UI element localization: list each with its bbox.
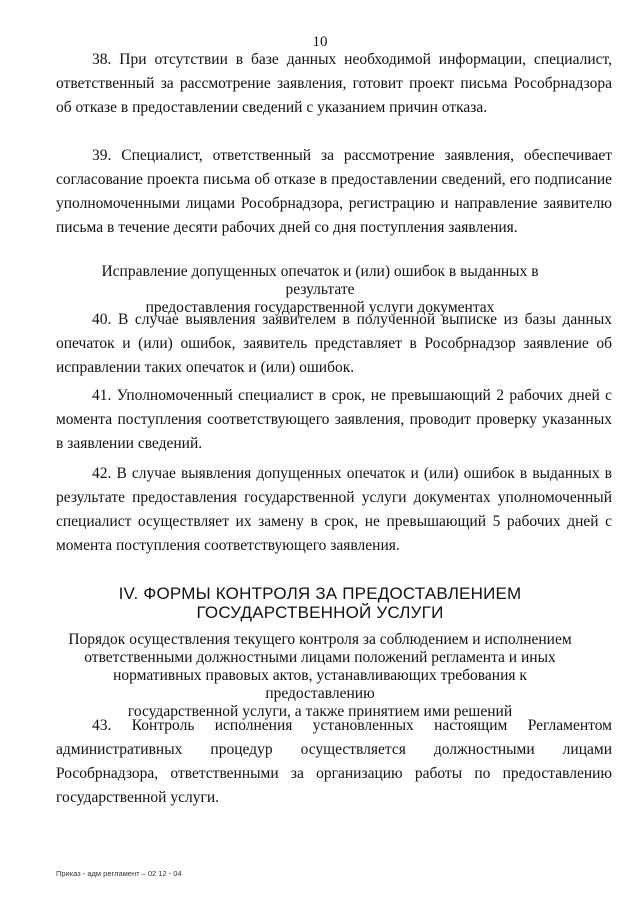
subheading-control-line-4: государственной услуги, а также принятием ими решений xyxy=(127,703,513,720)
subheading-corrections-line-1: Исправление допущенных опечаток и (или) ошибок в выданных в результате xyxy=(101,263,539,298)
section-heading xyxy=(110,584,530,622)
subheading-corrections-line-2: предоставления государственной услуги документах xyxy=(145,299,495,316)
subheading-control-line-3: нормативных правовых актов, устанавливающих требования к предоставлению xyxy=(113,667,527,702)
paragraph-38: 38. При отсутствии в базе данных необходимой информации, специалист, ответственный за рассмотрение заявления, готовит проект письма Рособрнадзора об отказе в предоставлении сведений с указанием причин отказа. xyxy=(56,51,612,116)
subheading-control-line-1: Порядок осуществления текущего контроля за соблюдением и исполнением xyxy=(68,631,572,648)
paragraph-42: 42. В случае выявления допущенных опечаток и (или) ошибок в выданных в результате предоставления государственной услуги документах уполномоченный специалист осуществляет их замену в срок, не превышающий 5 рабочих дней с момента поступления соответствующего заявления. xyxy=(56,465,612,554)
subheading-control-line-2: ответственными должностными лицами положений регламента и иных xyxy=(84,649,556,666)
subheading-control xyxy=(60,631,580,721)
paragraph-43: 43. Контроль исполнения установленных настоящим Регламентом административных процедур осуществляется должностными лицами Рособрнадзора, ответственными за организацию работы по предоставлению государственной услуги. xyxy=(56,717,612,806)
section-heading-line-2: ГОСУДАРСТВЕННОЙ УСЛУГИ xyxy=(196,603,444,622)
paragraph-39: 39. Специалист, ответственный за рассмотрение заявления, обеспечивает согласование проекта письма об отказе в предоставлении сведений, его подписание уполномоченными лицами Рособрнадзора, регистрацию и направление заявителю письма в течение десяти рабочих дней со дня поступления заявления. xyxy=(56,147,612,236)
paragraph-41: 41. Уполномоченный специалист в срок, не превышающий 2 рабочих дней с момента поступления соответствующего заявления, проводит проверку указанных в заявлении сведений. xyxy=(56,387,612,452)
section-heading-line-1: IV. ФОРМЫ КОНТРОЛЯ ЗА ПРЕДОСТАВЛЕНИЕМ xyxy=(118,584,522,603)
page-number: 10 xyxy=(312,34,328,50)
paragraph-40: 40. В случае выявления заявителем в полученной выписке из базы данных опечаток и (или) ошибок, заявитель представляет в Рособрнадзор заявление об исправлении таких опечаток и (или) ошибок. xyxy=(56,311,612,376)
footer-note: Приказ - адм регламент – 02 12 - 04 xyxy=(56,869,182,878)
